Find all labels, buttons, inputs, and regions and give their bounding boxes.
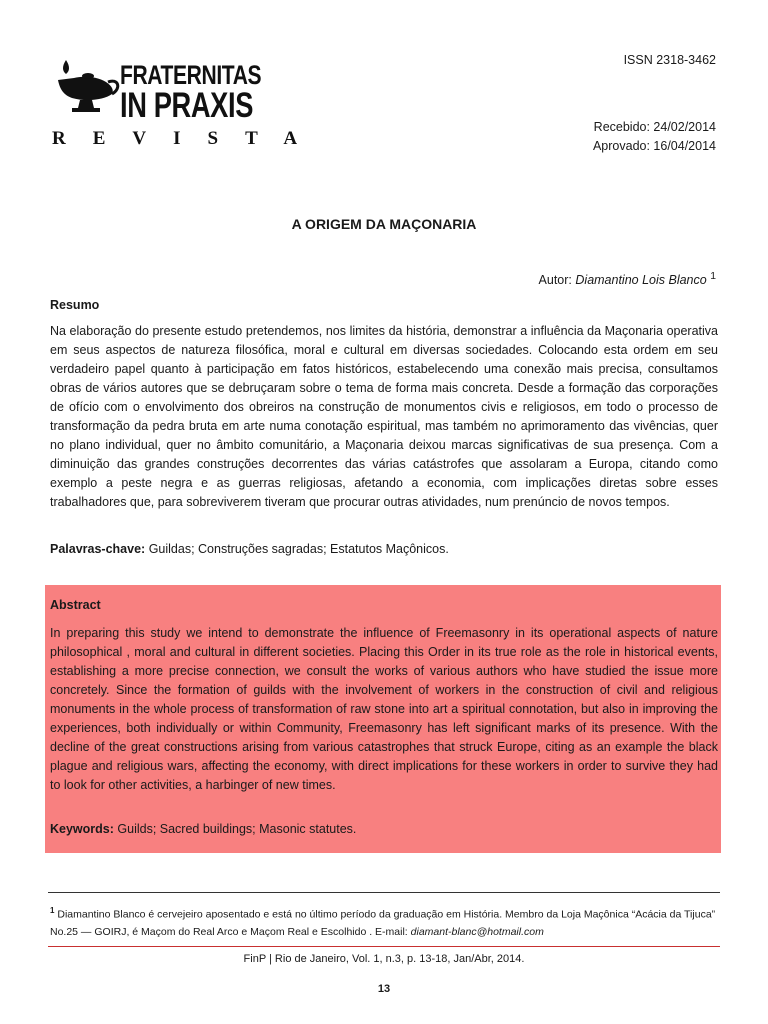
footer-divider <box>48 946 720 947</box>
keywords-label: Keywords: <box>50 822 114 836</box>
footer-citation: FinP | Rio de Janeiro, Vol. 1, n.3, p. 13-18, Jan/Abr, 2014. <box>243 953 525 965</box>
author-name: Diamantino Lois Blanco <box>575 273 707 288</box>
keywords-text: Guilds; Sacred buildings; Masonic statutes. <box>117 822 357 836</box>
journal-logo <box>52 54 325 154</box>
author-line <box>539 271 716 287</box>
resumo-heading: Resumo <box>50 298 100 312</box>
author-footnote-mark: 1 <box>710 271 716 282</box>
received-date: Recebido: 24/02/2014 <box>593 120 716 134</box>
footnote-divider <box>48 892 720 893</box>
page-number: 13 <box>377 983 391 995</box>
footnote <box>50 902 718 941</box>
logo-title-line2: IN PRAXIS <box>120 86 254 125</box>
resumo-body: Na elaboração do presente estudo pretendemos, nos limites da história, demonstrar a influência da Maçonaria operativa em seus aspectos de natureza filosófica, moral e cultural em diversas sociedades. Colocando esta ordem em seu verdadeiro papel quanto à participação em fatos históricos, estabelecendo uma conexão mais precisa, consultamos obras de vários autores que se debruçaram sobre o tema de forma mais concreta. Desde a formação das corporações de ofício com o envolvimento dos obreiros na construção de monumentos civis e religiosos, em todo o processo de transformação da pedra bruta em arte numa conotação espiritual, mas também no aprimoramento das vivências, quer no plano individual, quer no âmbito comunitário, a Maçonaria deixou marcas significativas de sua presença. Com a diminuição das grandes construções decorrentes das várias catástrofes que assolaram a Europa, citando como exemplo a peste negra e as guerras religiosas, afetando a economia, com implicações diretas sobre esses trabalhadores que, para sobreviverem tiveram que procurar outras atividades, num prenúncio de novos tempos. <box>50 324 718 509</box>
abstract-body: In preparing this study we intend to demonstrate the influence of Freemasonry in its operational aspects of nature philosophical , moral and cultural in different societies. Placing this Order in its true role as the role in historical events, establishing a more precise connection, we consult the works of various authors who have studied the issue more concretely. Since the formation of guilds with the involvement of workers in the construction of civil and religious monuments in the whole process of transformation of raw stone into art a spiritual connotation, but also in improving the experiences, both individually or within Community, Freemasonry has left significant marks of its presence. With the decline of the great constructions arising from various catastrophes that struck Europe, citing as an example the black plague and religious wars, affecting the economy, with direct implications for these workers in order to survive they had to look for other activities, a harbinger of new times. <box>50 626 718 792</box>
palavras-chave-label: Palavras-chave: <box>50 542 146 556</box>
author-label: Autor: <box>538 273 572 288</box>
issn: ISSN 2318-3462 <box>623 53 716 67</box>
footnote-number: 1 <box>50 906 55 915</box>
palavras-chave-text: Guildas; Construções sagradas; Estatutos Maçônicos. <box>148 542 449 556</box>
submission-dates <box>593 118 716 156</box>
footnote-email[interactable]: diamant-blanc@hotmail.com <box>410 925 544 938</box>
logo-subtitle: REVISTA <box>52 128 325 149</box>
oil-lamp-icon <box>52 58 122 116</box>
footnote-text: Diamantino Blanco é cervejeiro aposentado e está no último período da graduação em História. Membro da Loja Maçônica “Acácia da Tijuca” No.25 — GOIRJ, é Maçom do Real Arco e Maçom Real e Escolhido . E-mail: <box>50 908 716 938</box>
article-title: A ORIGEM DA MAÇONARIA <box>291 216 477 232</box>
logo-title-line1: FRATERNITAS <box>120 60 262 90</box>
keywords <box>50 822 356 836</box>
approved-date: Aprovado: 16/04/2014 <box>592 139 716 153</box>
abstract-heading: Abstract <box>50 598 101 612</box>
palavras-chave <box>50 542 449 556</box>
